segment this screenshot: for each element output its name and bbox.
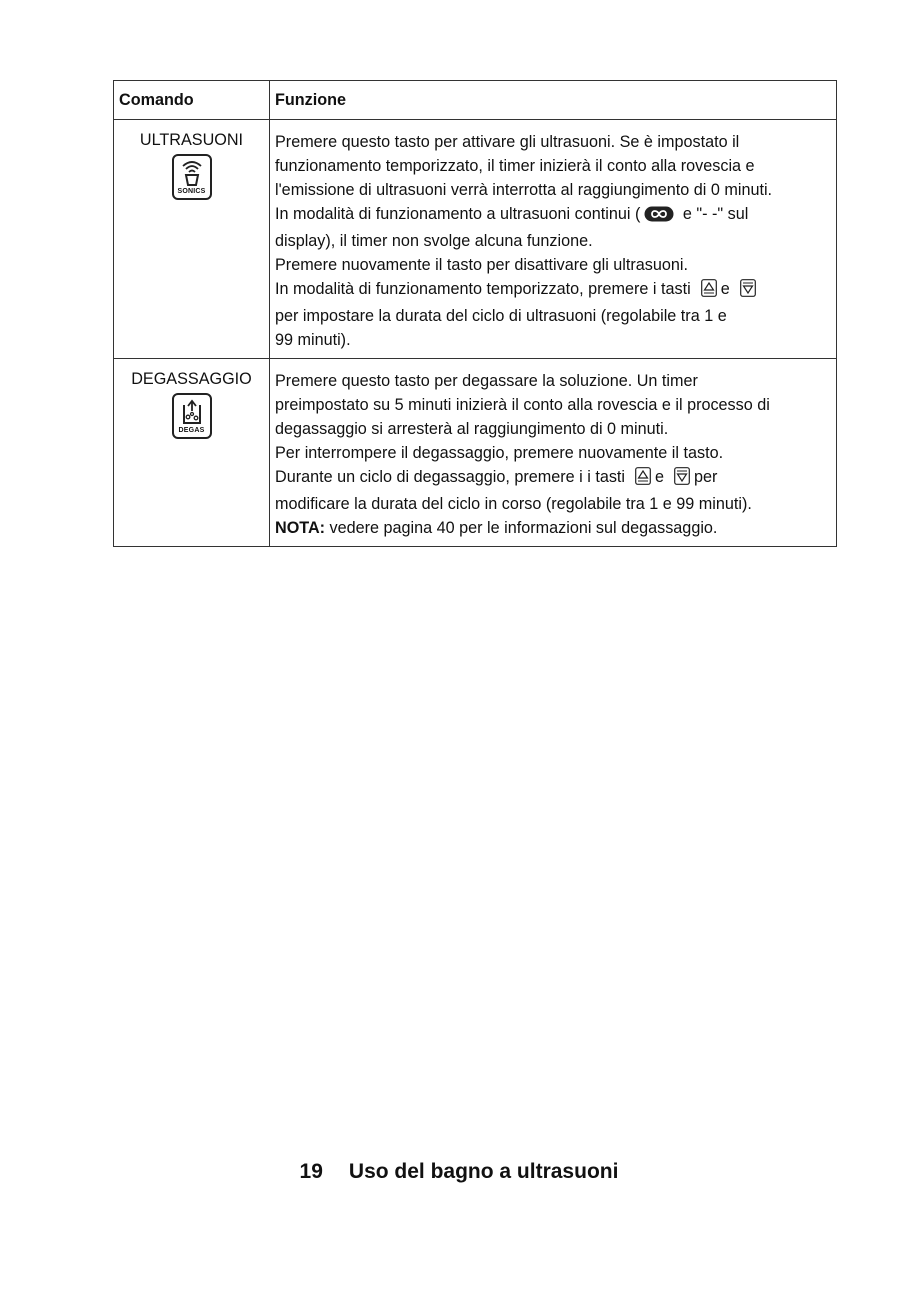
command-cell [114,359,270,547]
table-row [114,120,837,359]
up-arrow-key-icon [635,467,651,492]
header-command: Comando [114,81,270,120]
text-line: degassaggio si arresterà al raggiungimento di 0 minuti. [275,420,669,438]
text-line: per impostare la durata del ciclo di ultrasuoni (regolabile tra 1 e [275,307,727,325]
text-line: Premere nuovamente il tasto per disattivare gli ultrasuoni. [275,256,688,274]
text-line: Per interrompere il degassaggio, premere nuovamente il tasto. [275,444,724,462]
text-line: preimpostato su 5 minuti inizierà il conto alla rovescia e il processo di [275,396,770,414]
text-line: Premere questo tasto per degassare la soluzione. Un timer [275,372,698,390]
function-cell [270,120,837,359]
table-header-row [114,81,837,120]
page-footer [0,1160,918,1184]
note-label: NOTA: [275,519,326,537]
text-line: funzionamento temporizzato, il timer inizierà il conto alla rovescia e [275,157,755,175]
sonics-key-icon [172,154,212,200]
command-table [113,80,837,547]
text-line: l'emissione di ultrasuoni verrà interrotta al raggiungimento di 0 minuti. [275,181,773,199]
text-line [275,202,830,229]
text-line: Premere questo tasto per attivare gli ultrasuoni. Se è impostato il [275,133,740,151]
chapter-title: Uso del bagno a ultrasuoni [348,1160,619,1183]
text-fragment: Durante un ciclo di degassaggio, premere i i tasti [275,468,626,486]
text-fragment: e [655,468,665,486]
function-cell [270,359,837,547]
command-name: DEGASSAGGIO [131,370,252,388]
text-fragment: In modalità di funzionamento a ultrasuoni continui ( [275,205,641,223]
degas-key-label: DEGAS [178,427,205,434]
page-number: 19 [299,1160,323,1183]
command-name: ULTRASUONI [139,131,244,149]
text-fragment: e "- -" sul [678,205,749,223]
header-function: Funzione [270,81,837,120]
text-line [275,465,830,492]
up-arrow-key-icon [701,279,717,304]
text-line: 99 minuti). [275,331,351,349]
text-fragment: In modalità di funzionamento temporizzato, premere i tasti [275,280,691,298]
down-arrow-key-icon [740,279,756,304]
degas-key-icon [172,393,212,439]
text-line [275,516,830,540]
text-line [275,277,830,304]
command-cell [114,120,270,359]
table-row [114,359,837,547]
note-text: vedere pagina 40 per le informazioni sul degassaggio. [325,519,718,537]
text-line: modificare la durata del ciclo in corso (regolabile tra 1 e 99 minuti). [275,495,752,513]
text-line: display), il timer non svolge alcuna funzione. [275,232,593,250]
infinity-icon [644,205,674,229]
sonics-key-label: SONICS [177,188,206,195]
down-arrow-key-icon [674,467,690,492]
text-fragment: per [694,468,718,486]
text-fragment: e [720,280,730,298]
